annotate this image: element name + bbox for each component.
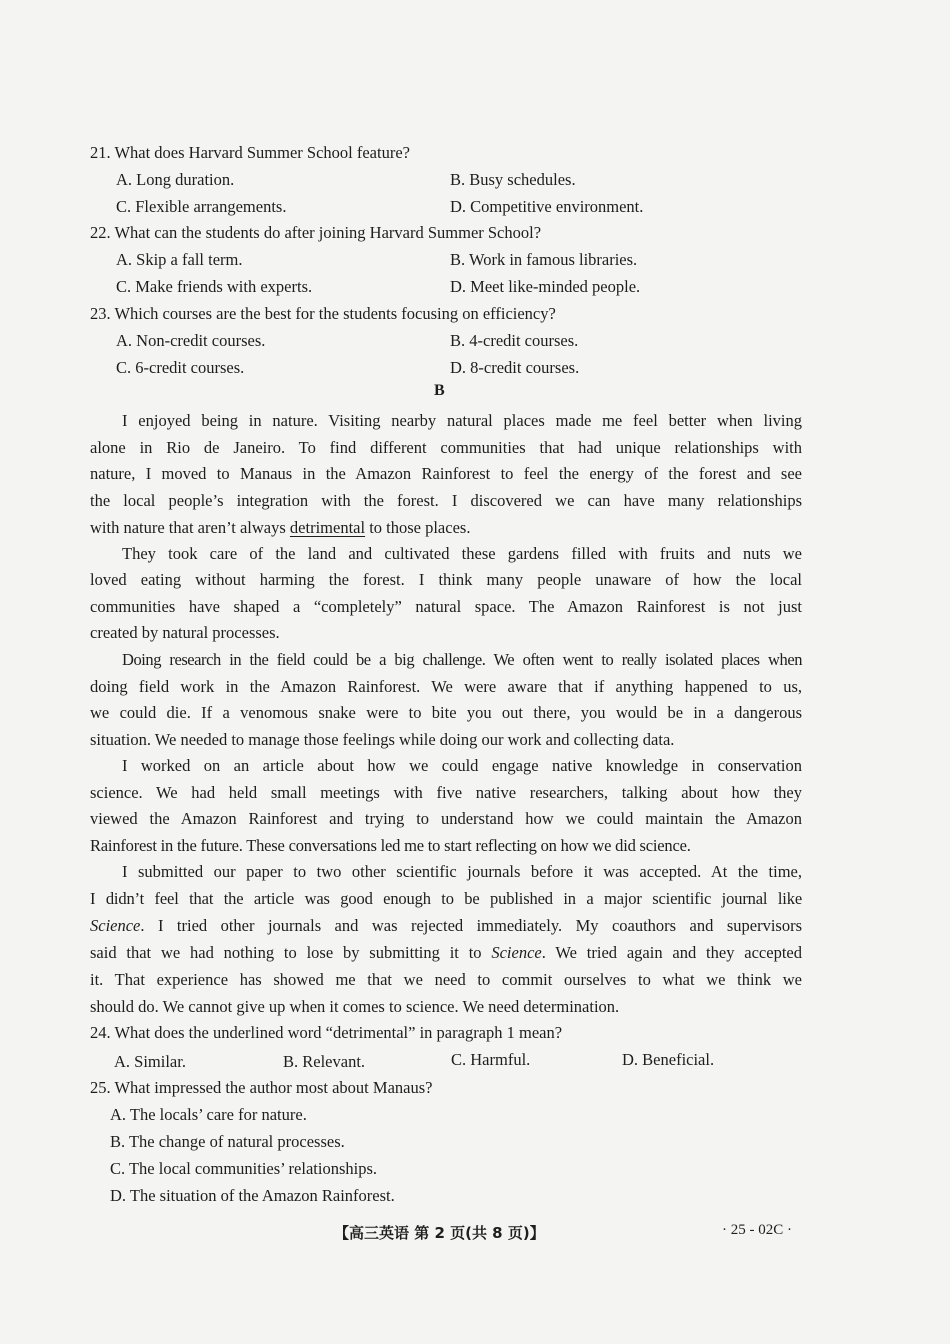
question-25-option-a: A. The locals’ care for nature. (110, 1105, 307, 1124)
passage-p1-line-5 (90, 518, 802, 538)
passage-p4-line-1: I worked on an article about how we could engage native knowledge in conservation (122, 756, 802, 775)
question-24-stem: 24. What does the underlined word “detrimental” in paragraph 1 mean? (90, 1023, 563, 1042)
passage-p2-line-3: communities have shaped a “completely” natural space. The Amazon Rainforest is not just (90, 597, 802, 616)
passage-text: . We tried again and they accepted (541, 943, 802, 962)
passage-p3-line-2: doing field work in the Amazon Rainforest. We were aware that if anything happened to us, (90, 677, 802, 696)
passage-p4-line-4: Rainforest in the future. These conversations led me to start reflecting on how we did science. (90, 836, 691, 855)
question-22-option-d: D. Meet like-minded people. (450, 277, 641, 296)
question-25-option-c: C. The local communities’ relationships. (110, 1159, 378, 1178)
passage-text: to those places. (365, 518, 471, 537)
question-22-option-c: C. Make friends with experts. (116, 277, 313, 296)
passage-p4-line-3: viewed the Amazon Rainforest and trying to understand how we could maintain the Amazon (90, 809, 802, 828)
question-21-option-d: D. Competitive environment. (450, 197, 644, 216)
journal-name-science: Science (491, 943, 542, 962)
passage-p3-line-1: Doing research in the field could be a big challenge. We often went to really isolated places when (122, 650, 802, 669)
question-21-stem: 21. What does Harvard Summer School feature? (90, 143, 410, 162)
question-22-option-a: A. Skip a fall term. (116, 250, 243, 269)
passage-p2-line-1: They took care of the land and cultivated these gardens filled with fruits and nuts we (122, 544, 802, 563)
question-24-option-c: C. Harmful. (451, 1050, 531, 1069)
passage-p4-line-2: science. We had held small meetings with five native researchers, talking about how they (90, 783, 802, 802)
question-23-option-c: C. 6-credit courses. (116, 358, 245, 377)
passage-p1-line-3: nature, I moved to Manaus in the Amazon Rainforest to feel the energy of the forest and see (90, 464, 802, 483)
question-24-option-a: A. Similar. (114, 1052, 186, 1071)
underlined-word-detrimental: detrimental (289, 518, 366, 537)
passage-p1-line-4: the local people’s integration with the forest. I discovered we can have many relationships (90, 491, 802, 510)
question-23-option-b: B. 4-credit courses. (450, 331, 579, 350)
exam-code: · 25 - 02C · (722, 1222, 792, 1238)
question-25-stem: 25. What impressed the author most about Manaus? (90, 1078, 433, 1097)
passage-text: . I tried other journals and was rejected immediately. My coauthors and supervisors (140, 916, 802, 935)
question-21-option-b: B. Busy schedules. (450, 170, 576, 189)
passage-p1-line-2: alone in Rio de Janeiro. To find different communities that had unique relationships with (90, 438, 802, 457)
passage-p5-line-1: I submitted our paper to two other scientific journals before it was accepted. At the time, (122, 862, 802, 881)
question-24-option-d: D. Beneficial. (622, 1050, 715, 1069)
passage-p2-line-2: loved eating without harming the forest. I think many people unaware of how the local (90, 570, 802, 589)
section-b-heading: B (434, 382, 445, 399)
passage-p3-line-3: we could die. If a venomous snake were to bite you out there, you would be in a dangerous (90, 703, 802, 722)
passage-p5-line-4 (90, 943, 802, 963)
question-23-option-d: D. 8-credit courses. (450, 358, 580, 377)
question-24-option-b: B. Relevant. (283, 1052, 366, 1071)
passage-p3-line-4: situation. We needed to manage those feelings while doing our work and collecting data. (90, 730, 675, 749)
journal-name-science: Science (90, 916, 141, 935)
question-22-stem: 22. What can the students do after joining Harvard Summer School? (90, 223, 542, 242)
question-23-option-a: A. Non-credit courses. (116, 331, 266, 350)
question-21-option-a: A. Long duration. (116, 170, 235, 189)
passage-p5-line-3 (90, 916, 802, 936)
passage-p5-line-2: I didn’t feel that the article was good enough to be published in a major scientific journal like (90, 889, 802, 908)
question-25-option-d: D. The situation of the Amazon Rainforest. (110, 1186, 395, 1205)
passage-p1-line-1: I enjoyed being in nature. Visiting nearby natural places made me feel better when living (122, 411, 802, 430)
question-22-option-b: B. Work in famous libraries. (450, 250, 638, 269)
page-footer-label: 【高三英语 第 2 页(共 8 页)】 (334, 1224, 545, 1242)
passage-text: with nature that aren’t always (90, 518, 290, 537)
passage-p5-line-5: it. That experience has showed me that we need to commit ourselves to what we think we (90, 970, 802, 989)
question-21-option-c: C. Flexible arrangements. (116, 197, 287, 216)
passage-p5-line-6: should do. We cannot give up when it comes to science. We need determination. (90, 997, 620, 1016)
question-25-option-b: B. The change of natural processes. (110, 1132, 345, 1151)
passage-p2-line-4: created by natural processes. (90, 623, 280, 642)
question-23-stem: 23. Which courses are the best for the students focusing on efficiency? (90, 304, 556, 323)
passage-text: said that we had nothing to lose by submitting it to (90, 943, 492, 962)
